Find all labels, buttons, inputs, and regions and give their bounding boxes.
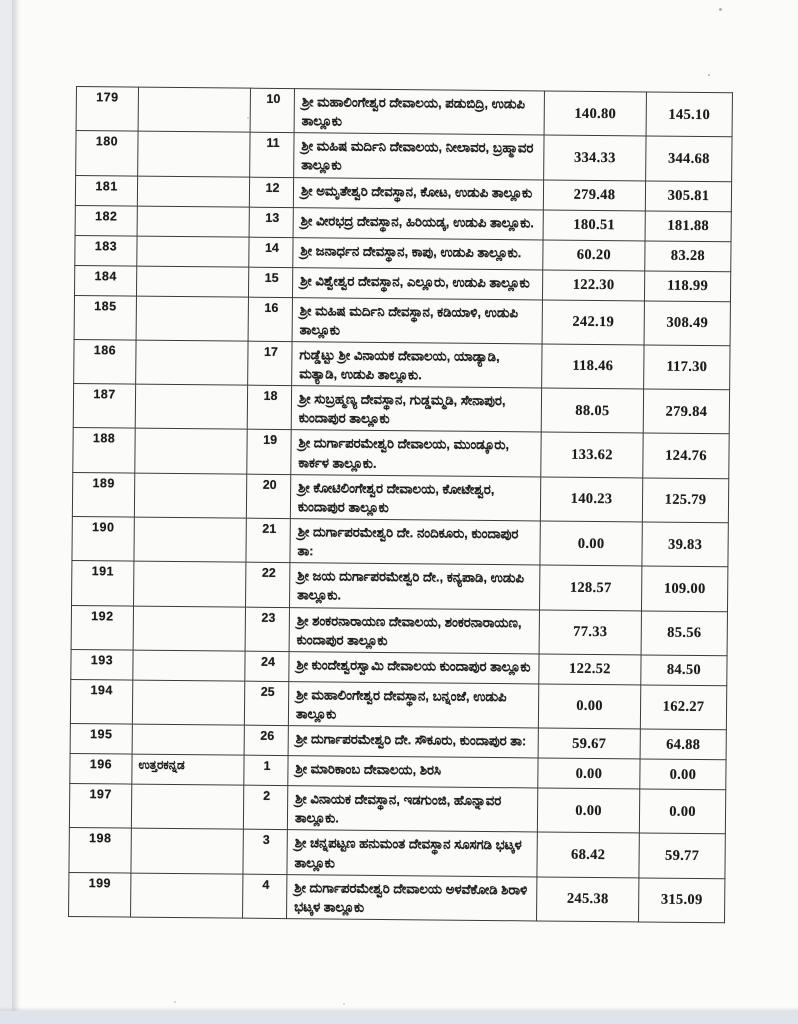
district-cell (135, 384, 247, 429)
amount-1-cell: 245.38 (537, 877, 639, 922)
district-cell (134, 517, 246, 562)
item-number-cell: 23 (245, 607, 289, 652)
serial-number-cell: 192 (71, 605, 133, 650)
serial-number-cell: 189 (72, 472, 134, 517)
amount-2-cell: 83.28 (645, 241, 731, 272)
table-row (69, 828, 725, 879)
temple-name-cell: ಶ್ರೀ ಮಹಾಲಿಂಗೇಶ್ವರ ದೇವಸ್ಥಾನ, ಬನ್ನಂಜೆ, ಉಡುಪಿ ತಾಲ್ಲೂಕು (288, 681, 538, 728)
serial-number-cell: 193 (71, 649, 133, 680)
serial-number-cell: 194 (70, 679, 132, 724)
temple-name-cell: ಶ್ರೀ ಅಮೃತೇಶ್ವರಿ ದೇವಸ್ಥಾನ, ಕೋಟ, ಉಡುಪಿ ತಾಲ್ಲೂಕು (293, 177, 543, 209)
district-cell (133, 606, 245, 651)
table-row (76, 131, 732, 182)
district-cell (138, 87, 250, 132)
temple-name-cell: ಶ್ರೀ ಸುಬ್ರಹ್ಮಣ್ಯ ದೇವಸ್ಥಾನ, ಗುಡ್ಡಮ್ಮಡಿ, ಸೇನಾಪುರ, ಕುಂದಾಪುರ ತಾಲ್ಲೂಕು (291, 386, 541, 433)
amount-2-cell: 84.50 (641, 655, 727, 686)
serial-number-cell: 186 (74, 339, 136, 384)
amount-1-cell: 140.23 (540, 477, 642, 522)
amount-1-cell: 68.42 (537, 832, 639, 877)
item-number-cell: 26 (244, 725, 288, 755)
serial-number-cell: 184 (74, 265, 136, 296)
table-row (72, 472, 728, 523)
amount-1-cell: 140.80 (544, 91, 646, 136)
amount-1-cell: 59.67 (538, 728, 640, 759)
table-row (69, 784, 725, 835)
serial-number-cell: 198 (69, 828, 131, 873)
item-number-cell: 24 (245, 651, 289, 681)
scan-speck (343, 1003, 345, 1005)
temple-name-cell: ಶ್ರೀ ಕುಂದೇಶ್ವರಸ್ವಾಮಿ ದೇವಾಲಯ ಕುಂದಾಪುರ ತಾಲ್ಲೂಕು (289, 651, 539, 683)
scan-edge-bottom (0, 1011, 798, 1024)
table-row (70, 679, 726, 730)
temple-name-cell: ಶ್ರೀ ದುರ್ಗಾಪರಮೇಶ್ವರಿ ದೇವಾಲಯ, ಮುಂಡ್ಕೂರು, ಕಾರ್ಕಳ ತಾಲ್ಲೂಕು. (291, 430, 541, 477)
amount-2-cell: 315.09 (639, 878, 725, 923)
amount-1-cell: 0.00 (540, 521, 642, 566)
temple-name-cell: ಶ್ರೀ ಕೋಟಿಲಿಂಗೇಶ್ವರ ದೇವಾಲಯ, ಕೋಟೇಶ್ವರ, ಕುಂದಾಪುರ ತಾಲ್ಲೂಕು (290, 474, 540, 521)
amount-1-cell: 279.48 (543, 180, 645, 211)
amount-2-cell: 145.10 (646, 92, 732, 137)
temple-name-cell: ಶ್ರೀ ಶಂಕರನಾರಾಯಣ ದೇವಾಲಯ, ಶಂಕರನಾರಾಯಣ, ಕುಂದಾಪುರ ತಾಲ್ಲೂಕು (289, 607, 539, 654)
amount-1-cell: 60.20 (543, 240, 645, 271)
temple-name-cell: ಶ್ರೀ ಜನಾರ್ಧನ ದೇವಸ್ಥಾನ, ಕಾಪು, ಉಡುಪಿ ತಾಲ್ಲೂಕು. (293, 237, 543, 269)
scan-edge-left-shadow (12, 0, 20, 1024)
amount-2-cell: 85.56 (641, 610, 727, 655)
amount-1-cell: 77.33 (539, 610, 641, 655)
item-number-cell: 25 (244, 681, 288, 726)
district-cell (131, 873, 243, 918)
item-number-cell: 17 (248, 341, 292, 386)
item-number-cell: 21 (246, 518, 290, 563)
amount-1-cell: 180.51 (543, 210, 645, 241)
temple-name-cell: ಗುಡ್ಡೆಟ್ಟು ಶ್ರೀ ವಿನಾಯಕ ದೇವಾಲಯ, ಯಾಡ್ಯಾಡಿ, ಮತ್ಯಾಡಿ, ಉಡುಪಿ ತಾಲ್ಲೂಕು. (292, 341, 542, 388)
amount-2-cell: 118.99 (644, 271, 730, 302)
serial-number-cell: 195 (70, 724, 132, 755)
serial-number-cell: 185 (74, 295, 136, 340)
amount-2-cell: 39.83 (642, 522, 728, 567)
table-row (72, 516, 728, 567)
amount-1-cell: 0.00 (537, 788, 639, 833)
temple-name-cell: ಶ್ರೀ ದುರ್ಗಾಪರಮೇಶ್ವರಿ ದೇ. ಸೌಕೂರು, ಕುಂದಾಪುರ ತಾ: (288, 726, 538, 758)
amount-2-cell: 305.81 (645, 181, 731, 212)
item-number-cell: 3 (243, 830, 287, 875)
district-cell (132, 680, 244, 725)
amount-1-cell: 242.19 (542, 300, 644, 345)
item-number-cell: 12 (249, 177, 293, 207)
table-row (76, 87, 732, 138)
serial-number-cell: 196 (70, 754, 132, 785)
scan-speck (719, 8, 722, 11)
amount-1-cell: 0.00 (538, 758, 640, 789)
amount-2-cell: 59.77 (639, 833, 725, 878)
serial-number-cell: 187 (73, 384, 135, 429)
table-row (72, 561, 728, 612)
temple-name-cell: ಶ್ರೀ ಚನ್ನಪಟ್ಟಣ ಹನುಮಂತ ದೇವಸ್ಥಾನ ಸೂಸಗಡಿ ಭಟ್ಕಳ ತಾಲ್ಲೂಕು (287, 830, 537, 877)
serial-number-cell: 199 (69, 872, 131, 917)
amount-2-cell: 0.00 (639, 789, 725, 834)
scan-edge-left (0, 0, 12, 1024)
temple-grants-table-wrapper (68, 86, 736, 923)
item-number-cell: 22 (246, 562, 290, 607)
amount-1-cell: 118.46 (542, 344, 644, 389)
table-row (73, 384, 729, 435)
temple-name-cell: ಶ್ರೀ ವಿಶ್ವೇಶ್ವರ ದೇವಸ್ಥಾನ, ಎಲ್ಲೂರು, ಉಡುಪಿ ತಾಲ್ಲೂಕು (292, 267, 542, 299)
table-row (71, 605, 727, 656)
amount-2-cell: 162.27 (640, 685, 726, 730)
table-row (74, 295, 730, 346)
amount-2-cell: 0.00 (640, 759, 726, 790)
serial-number-cell: 190 (72, 516, 134, 561)
district-cell (135, 428, 247, 473)
district-cell (137, 176, 249, 207)
district-cell (134, 473, 246, 518)
district-cell: ಉತ್ತರಕನ್ನಡ (132, 754, 244, 785)
serial-number-cell: 183 (75, 235, 137, 266)
item-number-cell: 18 (247, 385, 291, 430)
amount-2-cell: 64.88 (640, 729, 726, 760)
temple-name-cell: ಶ್ರೀ ಮಹಾಲಿಂಗೇಶ್ವರ ದೇವಾಲಯ, ಪಡುಬಿದ್ರಿ, ಉಡುಪಿ ತಾಲ್ಲೂಕು (294, 89, 544, 136)
table-row (73, 428, 729, 479)
item-number-cell: 1 (244, 755, 288, 785)
temple-name-cell: ಶ್ರೀ ಮಹಿಷ ಮರ್ದಿನಿ ದೇವಸ್ಥಾನ, ಕಡಿಯಾಳಿ, ಉಡುಪಿ ತಾಲ್ಲೂಕು (292, 297, 542, 344)
amount-1-cell: 133.62 (541, 432, 643, 477)
table-row (69, 872, 725, 923)
temple-name-cell: ಶ್ರೀ ಜಯ ದುರ್ಗಾಪರಮೇಶ್ವರಿ ದೇ., ಕನ್ಯಪಾಡಿ, ಉಡುಪಿ ತಾಲ್ಲೂಕು. (290, 563, 540, 610)
item-number-cell: 19 (247, 430, 291, 475)
amount-1-cell: 88.05 (541, 388, 643, 433)
amount-2-cell: 124.76 (643, 433, 729, 478)
district-cell (132, 724, 244, 755)
serial-number-cell: 179 (76, 87, 138, 132)
serial-number-cell: 181 (75, 175, 137, 206)
serial-number-cell: 180 (76, 131, 138, 176)
table-body (69, 87, 733, 923)
item-number-cell: 16 (248, 297, 292, 342)
amount-1-cell: 128.57 (539, 565, 641, 610)
serial-number-cell: 197 (69, 784, 131, 829)
scan-speck (174, 1001, 176, 1003)
temple-name-cell: ಶ್ರೀ ಮಹಿಷ ಮರ್ದಿನಿ ದೇವಾಲಯ, ನೀಲಾವರ, ಬ್ರಹ್ಮಾವರ ತಾಲ್ಲೂಕು (294, 133, 544, 180)
item-number-cell: 20 (246, 474, 290, 519)
temple-name-cell: ಶ್ರೀ ದುರ್ಗಾಪರಮೇಶ್ವರಿ ದೇ. ನಂದಿಕೂರು, ಕುಂದಾಪುರ ತಾ: (290, 519, 540, 566)
item-number-cell: 10 (250, 88, 294, 133)
amount-2-cell: 109.00 (641, 566, 727, 611)
serial-number-cell: 182 (75, 205, 137, 236)
item-number-cell: 15 (248, 267, 292, 297)
amount-2-cell: 279.84 (643, 389, 729, 434)
district-cell (131, 784, 243, 829)
item-number-cell: 14 (249, 237, 293, 267)
item-number-cell: 2 (243, 785, 287, 830)
amount-2-cell: 181.88 (645, 211, 731, 242)
item-number-cell: 11 (250, 132, 294, 177)
amount-2-cell: 125.79 (642, 478, 728, 523)
table-row (74, 339, 730, 390)
district-cell (136, 266, 248, 297)
district-cell (133, 650, 245, 681)
amount-1-cell: 122.30 (542, 270, 644, 301)
district-cell (136, 340, 248, 385)
item-number-cell: 4 (243, 874, 287, 919)
serial-number-cell: 188 (73, 428, 135, 473)
district-cell (136, 296, 248, 341)
temple-grants-table (68, 86, 733, 923)
scan-speck (708, 74, 710, 76)
temple-name-cell: ಶ್ರೀ ವೀರಭದ್ರ ದೇವಸ್ಥಾನ, ಹಿರಿಯಡ್ಕ, ಉಡುಪಿ ತಾಲ್ಲೂಕು. (293, 207, 543, 239)
temple-name-cell: ಶ್ರೀ ದುರ್ಗಾಪರಮೇಶ್ವರಿ ದೇವಾಲಯ ಅಳವೆಕೋಡಿ ಶಿರಾಳಿ ಭಟ್ಕಳ ತಾಲ್ಲೂಕು (287, 874, 537, 921)
serial-number-cell: 191 (72, 561, 134, 606)
district-cell (137, 206, 249, 237)
amount-1-cell: 122.52 (539, 654, 641, 685)
temple-name-cell: ಶ್ರೀ ಮಾರಿಕಾಂಬ ದೇವಾಲಯ, ಶಿರಸಿ (288, 756, 538, 788)
amount-2-cell: 308.49 (644, 301, 730, 346)
district-cell (131, 828, 243, 873)
temple-name-cell: ಶ್ರೀ ವಿನಾಯಕ ದೇವಸ್ಥಾನ, ಇಡಗುಂಜಿ, ಹೊನ್ನಾವರ ತಾಲ್ಲೂಕು. (287, 786, 537, 833)
amount-2-cell: 344.68 (646, 136, 732, 181)
amount-1-cell: 334.33 (544, 135, 646, 180)
district-cell (134, 561, 246, 606)
item-number-cell: 13 (249, 207, 293, 237)
amount-1-cell: 0.00 (538, 684, 640, 729)
district-cell (138, 131, 250, 176)
district-cell (137, 236, 249, 267)
amount-2-cell: 117.30 (644, 345, 730, 390)
